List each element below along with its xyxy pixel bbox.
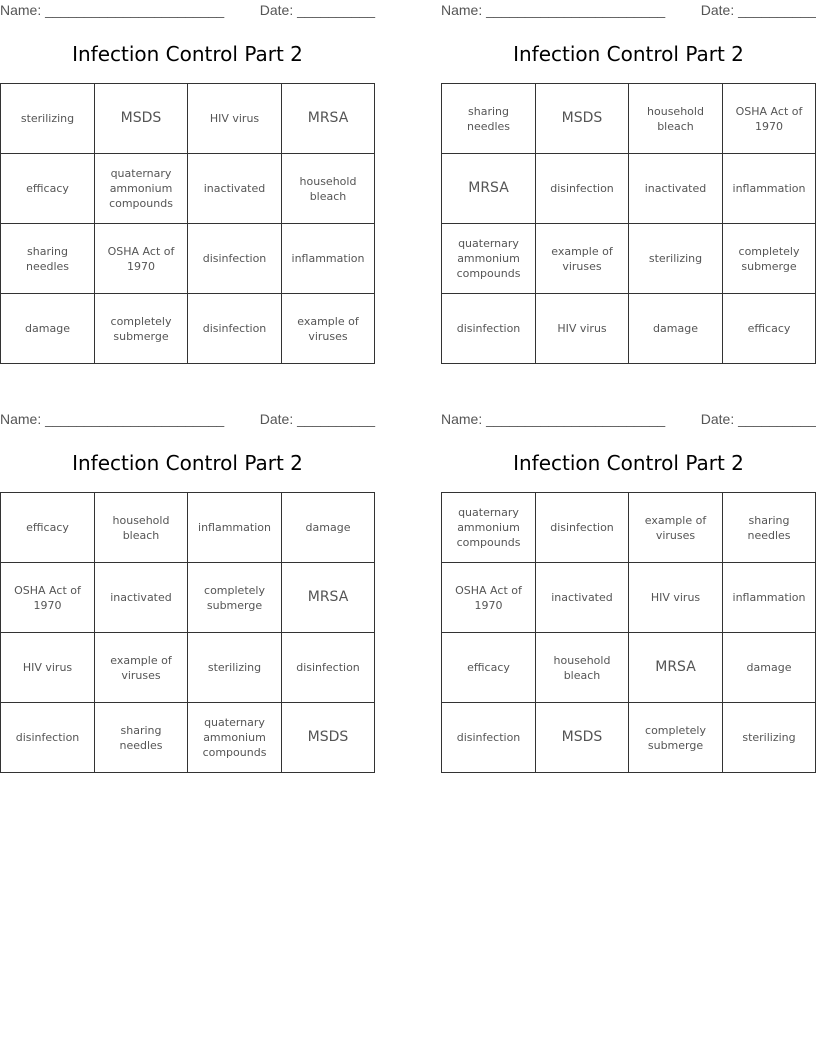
bingo-card bbox=[441, 409, 816, 752]
bingo-cell: household bleach bbox=[629, 84, 723, 154]
bingo-cell: completely submerge bbox=[629, 703, 723, 773]
bingo-cell: household bleach bbox=[282, 154, 375, 224]
bingo-cell: household bleach bbox=[95, 493, 188, 563]
bingo-cell: damage bbox=[629, 294, 723, 364]
name-line: _______________________ bbox=[45, 2, 225, 18]
bingo-cell: inactivated bbox=[536, 563, 629, 633]
bingo-cell: inflammation bbox=[188, 493, 282, 563]
bingo-cell: damage bbox=[282, 493, 375, 563]
bingo-card bbox=[0, 0, 375, 343]
bingo-cell: inactivated bbox=[95, 563, 188, 633]
bingo-cell: inactivated bbox=[629, 154, 723, 224]
bingo-cell: disinfection bbox=[442, 703, 536, 773]
bingo-cell: disinfection bbox=[1, 703, 95, 773]
bingo-cell: sterilizing bbox=[1, 84, 95, 154]
bingo-cell: disinfection bbox=[282, 633, 375, 703]
bingo-cell: quaternary ammonium compounds bbox=[188, 703, 282, 773]
bingo-cell: sterilizing bbox=[723, 703, 816, 773]
date-field bbox=[260, 411, 375, 427]
date-line: __________ bbox=[297, 2, 375, 18]
card-title: Infection Control Part 2 bbox=[72, 42, 303, 66]
bingo-grid bbox=[441, 83, 816, 364]
bingo-cell: sharing needles bbox=[1, 224, 95, 294]
bingo-cell: HIV virus bbox=[536, 294, 629, 364]
bingo-cell: disinfection bbox=[188, 224, 282, 294]
bingo-cell: MSDS bbox=[282, 703, 375, 773]
bingo-cell: HIV virus bbox=[629, 563, 723, 633]
bingo-cell: efficacy bbox=[1, 493, 95, 563]
name-field bbox=[441, 2, 665, 18]
bingo-cell: efficacy bbox=[1, 154, 95, 224]
name-line: _______________________ bbox=[45, 411, 225, 427]
bingo-cell: inflammation bbox=[282, 224, 375, 294]
bingo-cell: damage bbox=[1, 294, 95, 364]
date-line: __________ bbox=[738, 2, 816, 18]
name-label: Name: bbox=[0, 411, 42, 427]
bingo-cell: sharing needles bbox=[95, 703, 188, 773]
name-label: Name: bbox=[441, 411, 483, 427]
bingo-cell: MRSA bbox=[282, 563, 375, 633]
bingo-card bbox=[0, 409, 375, 759]
card-title: Infection Control Part 2 bbox=[72, 451, 303, 475]
bingo-cell: quaternary ammonium compounds bbox=[442, 493, 536, 563]
bingo-grid bbox=[441, 492, 816, 773]
date-field bbox=[701, 411, 816, 427]
date-field bbox=[701, 2, 816, 18]
bingo-cell: example of viruses bbox=[95, 633, 188, 703]
date-field bbox=[260, 2, 375, 18]
bingo-cell: efficacy bbox=[723, 294, 816, 364]
bingo-grid bbox=[0, 83, 375, 364]
bingo-grid bbox=[0, 492, 375, 773]
bingo-cell: MRSA bbox=[629, 633, 723, 703]
card-title: Infection Control Part 2 bbox=[513, 451, 744, 475]
date-label: Date: bbox=[700, 2, 735, 18]
bingo-cell: OSHA Act of 1970 bbox=[95, 224, 188, 294]
bingo-cell: sterilizing bbox=[629, 224, 723, 294]
card-title: Infection Control Part 2 bbox=[513, 42, 744, 66]
date-label: Date: bbox=[259, 411, 294, 427]
bingo-cell: MSDS bbox=[95, 84, 188, 154]
bingo-cell: disinfection bbox=[536, 493, 629, 563]
bingo-cell: inflammation bbox=[723, 154, 816, 224]
bingo-cell: example of viruses bbox=[536, 224, 629, 294]
bingo-cell: OSHA Act of 1970 bbox=[723, 84, 816, 154]
bingo-cell: MSDS bbox=[536, 703, 629, 773]
bingo-cell: completely submerge bbox=[723, 224, 816, 294]
bingo-cell: disinfection bbox=[188, 294, 282, 364]
name-line: _______________________ bbox=[486, 2, 666, 18]
card-header bbox=[441, 409, 816, 431]
bingo-cell: sharing needles bbox=[723, 493, 816, 563]
bingo-cell: efficacy bbox=[442, 633, 536, 703]
bingo-cell: OSHA Act of 1970 bbox=[442, 563, 536, 633]
bingo-cell: example of viruses bbox=[629, 493, 723, 563]
name-field bbox=[0, 2, 224, 18]
bingo-cell: HIV virus bbox=[1, 633, 95, 703]
card-header bbox=[0, 409, 375, 431]
bingo-cell: inactivated bbox=[188, 154, 282, 224]
bingo-cell: sharing needles bbox=[442, 84, 536, 154]
bingo-cell: MSDS bbox=[536, 84, 629, 154]
bingo-cell: disinfection bbox=[536, 154, 629, 224]
bingo-cell: disinfection bbox=[442, 294, 536, 364]
bingo-cell: MRSA bbox=[282, 84, 375, 154]
bingo-cell: inflammation bbox=[723, 563, 816, 633]
bingo-cell: damage bbox=[723, 633, 816, 703]
card-header bbox=[0, 0, 375, 22]
bingo-cell: OSHA Act of 1970 bbox=[1, 563, 95, 633]
bingo-cell: quaternary ammonium compounds bbox=[442, 224, 536, 294]
bingo-cell: completely submerge bbox=[95, 294, 188, 364]
bingo-cell: MRSA bbox=[442, 154, 536, 224]
bingo-cell: HIV virus bbox=[188, 84, 282, 154]
bingo-cell: example of viruses bbox=[282, 294, 375, 364]
card-header bbox=[441, 0, 816, 22]
bingo-cell: quaternary ammonium compounds bbox=[95, 154, 188, 224]
bingo-cell: completely submerge bbox=[188, 563, 282, 633]
name-line: _______________________ bbox=[486, 411, 666, 427]
date-label: Date: bbox=[700, 411, 735, 427]
date-line: __________ bbox=[297, 411, 375, 427]
name-label: Name: bbox=[0, 2, 42, 18]
bingo-cell: household bleach bbox=[536, 633, 629, 703]
name-field bbox=[0, 411, 224, 427]
name-label: Name: bbox=[441, 2, 483, 18]
name-field bbox=[441, 411, 665, 427]
date-line: __________ bbox=[738, 411, 816, 427]
bingo-cell: sterilizing bbox=[188, 633, 282, 703]
bingo-card bbox=[441, 0, 816, 335]
date-label: Date: bbox=[259, 2, 294, 18]
